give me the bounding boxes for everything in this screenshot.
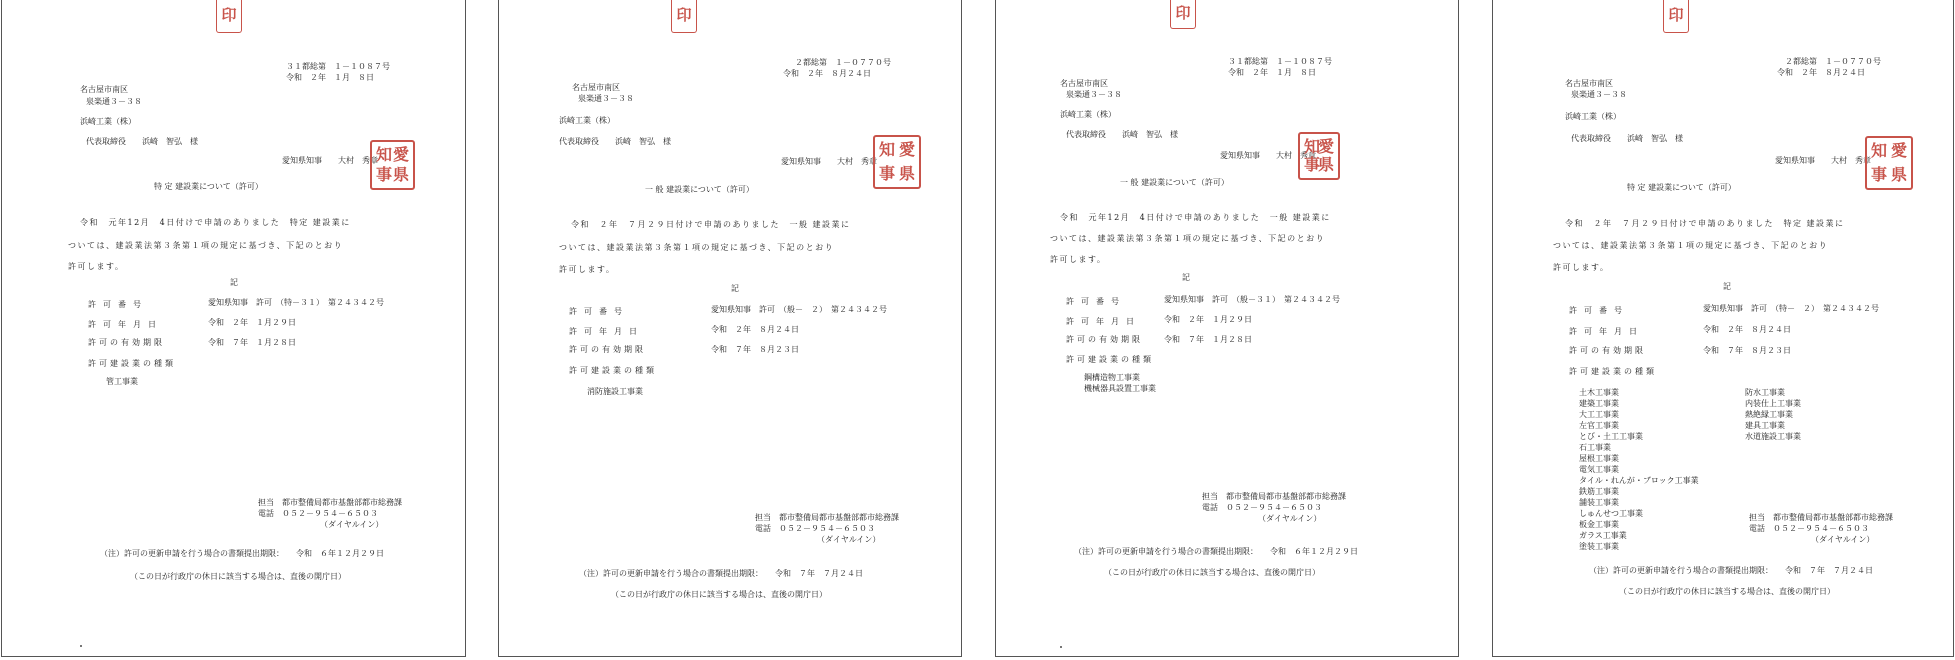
company-name: 浜崎工業（株） xyxy=(1565,112,1621,121)
permit-date-value: 令和 ２年 １月２９日 xyxy=(1164,315,1252,324)
receipt-stamp: 印 xyxy=(1170,0,1196,29)
doc-number: ３１都総第 １－１０８７号 xyxy=(1228,57,1332,66)
type-item: しゅんせつ工事業 xyxy=(1579,509,1643,518)
type-item: 電気工事業 xyxy=(1579,465,1619,474)
renewal-note: （注）許可の更新申請を行う場合の書類提出期限： 令和 ６年１２月２９日 xyxy=(100,549,384,558)
renewal-note-sub: （この日が行政庁の休日に該当する場合は、直後の開庁日） xyxy=(130,572,346,581)
address-line-2: 泉楽通３－３８ xyxy=(1571,90,1627,99)
permit-number-value: 愛知県知事 許可 （特－ ２） 第２４３４２号 xyxy=(1703,304,1879,313)
permit-document-2 xyxy=(498,0,962,657)
contact-dept: 担当 都市整備局都市基盤部都市総務課 xyxy=(258,498,402,507)
renewal-note-sub: （この日が行政庁の休日に該当する場合は、直後の開庁日） xyxy=(611,590,827,599)
validity-label: 許可の有効期限 xyxy=(1569,346,1646,355)
contact-dial-in: （ダイヤルイン） xyxy=(1258,514,1322,523)
permit-number-value: 愛知県知事 許可 （般－３１） 第２４３４２号 xyxy=(1164,295,1340,304)
contact-phone: 電話 ０５２－９５４－６５０３ xyxy=(1202,503,1322,512)
type-item: 鉄筋工事業 xyxy=(1579,487,1619,496)
permit-date-value: 令和 ２年 ８月２４日 xyxy=(1703,325,1791,334)
permit-date-label: 許可年月日 xyxy=(1066,317,1141,326)
ki-heading: 記 xyxy=(1182,273,1190,282)
type-item: 舗装工事業 xyxy=(1579,498,1619,507)
body-line-2: ついては、建設業法第３条第１項の規定に基づき、下記のとおり xyxy=(1050,234,1326,243)
type-item: 板金工事業 xyxy=(1579,520,1619,529)
renewal-note: （注）許可の更新申請を行う場合の書類提出期限： 令和 ７年 ７月２４日 xyxy=(579,569,863,578)
ki-heading: 記 xyxy=(1723,282,1731,291)
doc-date: 令和 ２年 １月 ８日 xyxy=(286,73,374,82)
governor-seal: 愛 知 県 事 xyxy=(1865,136,1913,190)
permit-date-value: 令和 ２年 １月２９日 xyxy=(208,318,296,327)
address-line-1: 名古屋市南区 xyxy=(1060,79,1108,88)
permit-date-label: 許可年月日 xyxy=(88,320,163,329)
body-line-1: 令和 ２年 ７月２９日付けで申請のありました 特定 建設業に xyxy=(1565,219,1845,228)
contact-dept: 担当 都市整備局都市基盤部都市総務課 xyxy=(755,513,899,522)
type-item: 防水工事業 xyxy=(1745,388,1785,397)
type-item: 石工事業 xyxy=(1579,443,1611,452)
doc-date: 令和 ２年 ８月２４日 xyxy=(1777,68,1865,77)
permit-document-1 xyxy=(1,0,466,657)
validity-label: 許可の有効期限 xyxy=(569,345,646,354)
type-item: タイル・れんが・ブロック工事業 xyxy=(1579,476,1699,485)
contact-phone: 電話 ０５２－９５４－６５０３ xyxy=(258,509,378,518)
validity-value: 令和 ７年 １月２８日 xyxy=(208,338,296,347)
representative: 代表取締役 浜崎 智弘 様 xyxy=(1066,130,1178,139)
company-name: 浜崎工業（株） xyxy=(1060,110,1116,119)
scan-mark xyxy=(1060,646,1062,648)
doc-number: ２都総第 １－０７７０号 xyxy=(1785,57,1881,66)
validity-value: 令和 ７年 １月２８日 xyxy=(1164,335,1252,344)
contact-dept: 担当 都市整備局都市基盤部都市総務課 xyxy=(1202,492,1346,501)
permit-date-label: 許可年月日 xyxy=(569,327,644,336)
renewal-note: （注）許可の更新申請を行う場合の書類提出期限： 令和 ７年 ７月２４日 xyxy=(1589,566,1873,575)
types-label: 許可建設業の種類 xyxy=(1569,367,1657,376)
document-title: 特 定 建設業について（許可） xyxy=(1627,183,1736,192)
type-item: 左官工事業 xyxy=(1579,421,1619,430)
scan-mark xyxy=(80,645,82,647)
contact-phone: 電話 ０５２－９５４－６５０３ xyxy=(1749,524,1869,533)
governor-name: 愛知県知事 大村 秀章 xyxy=(1220,151,1316,160)
type-item: 建築工事業 xyxy=(1579,399,1619,408)
type-item: 熱絶縁工事業 xyxy=(1745,410,1793,419)
representative: 代表取締役 浜崎 智弘 様 xyxy=(86,137,198,146)
governor-seal: 愛 知 県 事 xyxy=(873,135,921,189)
representative: 代表取締役 浜崎 智弘 様 xyxy=(1571,134,1683,143)
type-item: ガラス工事業 xyxy=(1579,531,1627,540)
permit-number-value: 愛知県知事 許可 （特－３１） 第２４３４２号 xyxy=(208,298,384,307)
type-item: 消防施設工事業 xyxy=(587,387,643,396)
document-title: 特 定 建設業について（許可） xyxy=(154,182,263,191)
permit-number-label: 許可番号 xyxy=(569,307,629,316)
renewal-note-sub: （この日が行政庁の休日に該当する場合は、直後の開庁日） xyxy=(1619,587,1835,596)
body-line-1: 令和 元年12月 4日付けで申請のありました 一般 建設業に xyxy=(1060,213,1331,222)
renewal-note-sub: （この日が行政庁の休日に該当する場合は、直後の開庁日） xyxy=(1104,568,1320,577)
validity-label: 許可の有効期限 xyxy=(1066,335,1143,344)
types-label: 許可建設業の種類 xyxy=(569,366,657,375)
doc-date: 令和 ２年 ８月２４日 xyxy=(783,69,871,78)
receipt-stamp: 印 xyxy=(1663,0,1689,33)
type-item: 塗装工事業 xyxy=(1579,542,1619,551)
permit-date-value: 令和 ２年 ８月２４日 xyxy=(711,325,799,334)
validity-label: 許可の有効期限 xyxy=(88,338,165,347)
type-item: 屋根工事業 xyxy=(1579,454,1619,463)
type-item: 機械器具設置工事業 xyxy=(1084,384,1156,393)
body-line-2: ついては、建設業法第３条第１項の規定に基づき、下記のとおり xyxy=(1553,241,1829,250)
company-name: 浜崎工業（株） xyxy=(80,117,136,126)
governor-name: 愛知県知事 大村 秀章 xyxy=(282,156,378,165)
types-label: 許可建設業の種類 xyxy=(88,359,176,368)
governor-seal: 愛 知 県 事 xyxy=(1298,132,1340,180)
receipt-stamp: 印 xyxy=(216,0,242,33)
contact-dial-in: （ダイヤルイン） xyxy=(1811,535,1875,544)
document-title: 一 般 建設業について（許可） xyxy=(1120,178,1229,187)
body-line-3: 許可します。 xyxy=(1553,263,1610,272)
type-item: 管工事業 xyxy=(106,377,138,386)
body-line-1: 令和 元年12月 4日付けで申請のありました 特定 建設業に xyxy=(80,218,351,227)
type-item: 土木工事業 xyxy=(1579,388,1619,397)
type-item: 鋼構造物工事業 xyxy=(1084,373,1140,382)
permit-date-label: 許可年月日 xyxy=(1569,327,1644,336)
type-item: 大工工事業 xyxy=(1579,410,1619,419)
address-line-1: 名古屋市南区 xyxy=(80,85,128,94)
renewal-note: （注）許可の更新申請を行う場合の書類提出期限： 令和 ６年１２月２９日 xyxy=(1074,547,1358,556)
address-line-2: 泉楽通３－３８ xyxy=(578,94,634,103)
contact-dial-in: （ダイヤルイン） xyxy=(320,520,384,529)
type-item: とび・土工工事業 xyxy=(1579,432,1643,441)
address-line-2: 泉楽通３－３８ xyxy=(86,97,142,106)
doc-number: ２都総第 １－０７７０号 xyxy=(795,58,891,67)
permit-number-value: 愛知県知事 許可 （般－ ２） 第２４３４２号 xyxy=(711,305,887,314)
document-title: 一 般 建設業について（許可） xyxy=(645,185,754,194)
address-line-1: 名古屋市南区 xyxy=(572,83,620,92)
doc-date: 令和 ２年 １月 ８日 xyxy=(1228,68,1316,77)
ki-heading: 記 xyxy=(230,278,238,287)
body-line-3: 許可します。 xyxy=(559,265,616,274)
body-line-2: ついては、建設業法第３条第１項の規定に基づき、下記のとおり xyxy=(68,241,344,250)
governor-seal: 愛 知 県 事 xyxy=(370,140,415,190)
type-item: 水道施設工事業 xyxy=(1745,432,1801,441)
body-line-2: ついては、建設業法第３条第１項の規定に基づき、下記のとおり xyxy=(559,243,835,252)
permit-document-4 xyxy=(1492,0,1954,657)
validity-value: 令和 ７年 ８月２３日 xyxy=(1703,346,1791,355)
permit-number-label: 許可番号 xyxy=(1066,297,1126,306)
contact-dial-in: （ダイヤルイン） xyxy=(817,535,881,544)
address-line-2: 泉楽通３－３８ xyxy=(1066,90,1122,99)
receipt-stamp: 印 xyxy=(671,0,697,33)
body-line-1: 令和 ２年 ７月２９日付けで申請のありました 一般 建設業に xyxy=(571,220,851,229)
governor-name: 愛知県知事 大村 秀章 xyxy=(781,157,877,166)
type-item: 建具工事業 xyxy=(1745,421,1785,430)
ki-heading: 記 xyxy=(731,284,739,293)
type-item: 内装仕上工事業 xyxy=(1745,399,1801,408)
body-line-3: 許可します。 xyxy=(1050,255,1107,264)
validity-value: 令和 ７年 ８月２３日 xyxy=(711,345,799,354)
address-line-1: 名古屋市南区 xyxy=(1565,79,1613,88)
governor-name: 愛知県知事 大村 秀章 xyxy=(1775,156,1871,165)
permit-number-label: 許可番号 xyxy=(88,300,148,309)
representative: 代表取締役 浜崎 智弘 様 xyxy=(559,137,671,146)
contact-dept: 担当 都市整備局都市基盤部都市総務課 xyxy=(1749,513,1893,522)
permit-number-label: 許可番号 xyxy=(1569,306,1629,315)
types-label: 許可建設業の種類 xyxy=(1066,355,1154,364)
doc-number: ３１都総第 １－１０８７号 xyxy=(286,62,390,71)
contact-phone: 電話 ０５２－９５４－６５０３ xyxy=(755,524,875,533)
body-line-3: 許可します。 xyxy=(68,262,125,271)
company-name: 浜崎工業（株） xyxy=(559,116,615,125)
permit-document-3 xyxy=(995,0,1459,657)
